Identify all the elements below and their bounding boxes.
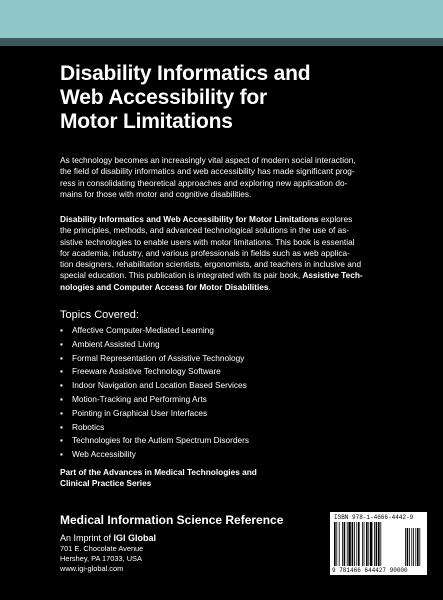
imprint-line	[60, 532, 283, 544]
description-text: .	[268, 281, 271, 292]
topic-label: Motion-Tracking and Performing Arts	[72, 393, 207, 404]
topic-item	[60, 352, 360, 366]
bullet-icon: ▪	[60, 338, 63, 349]
isbn-label: ISBN 978-1-4666-4442-9	[334, 514, 414, 521]
bullet-icon: ▪	[60, 407, 63, 418]
intro-line: mains for those with motor and cognitive disabilities.	[60, 188, 252, 199]
imprint-prefix: An Imprint of	[60, 533, 114, 543]
description-line	[60, 270, 412, 281]
address-line: Hershey, PA 17033, USA	[60, 554, 142, 563]
topic-item	[60, 393, 360, 407]
book-title-inline: Disability Informatics and Web Accessibility for Motor Limitations	[60, 214, 319, 224]
bullet-icon: ▪	[60, 393, 63, 404]
description-paragraph	[60, 214, 412, 293]
description-line	[60, 282, 412, 293]
bullet-icon: ▪	[60, 380, 63, 391]
pair-book-title: nologies and Computer Access for Motor Disabilities	[60, 281, 269, 292]
bullet-icon: ▪	[60, 366, 63, 377]
ean-number: 9 781466 644427	[332, 567, 387, 574]
topic-item	[60, 448, 360, 462]
barcode-number	[332, 567, 408, 574]
topic-item	[60, 379, 360, 393]
address-line: 701 E. Chocolate Avenue	[60, 544, 144, 553]
pair-book-title: Assistive Tech-	[302, 270, 363, 281]
topic-label: Freeware Assistive Technology Software	[72, 366, 221, 377]
title-line-3: Motor Limitations	[60, 110, 233, 133]
topic-item	[60, 421, 360, 435]
bullet-icon: ▪	[60, 449, 63, 460]
description-line: for academia, industry, and various professionals in fields such as web applica-	[60, 247, 350, 258]
series-line: Part of the Advances in Medical Technologies and	[60, 467, 257, 477]
intro-line: As technology becomes an increasingly vital aspect of modern social interaction,	[60, 155, 356, 165]
top-color-band	[0, 0, 443, 38]
description-line: sistive technologies to enable users with motor limitations. This book is essential	[60, 236, 355, 247]
bullet-icon: ▪	[60, 435, 63, 446]
topic-label: Affective Computer-Mediated Learning	[72, 325, 214, 335]
bullet-icon: ▪	[60, 421, 63, 432]
description-line: the principles, methods, and advanced technological solutions in the use of as-	[60, 225, 350, 236]
publisher-imprint	[60, 513, 283, 574]
topic-label: Formal Representation of Assistive Technology	[72, 352, 245, 363]
barcode-bars-icon	[333, 522, 424, 568]
addon-number: 90000	[389, 567, 408, 574]
topic-item	[60, 365, 360, 379]
intro-line: the field of disability informatics and web accessibility has made significant prog-	[60, 166, 355, 177]
topics-heading: Topics Covered:	[60, 309, 139, 321]
isbn-barcode	[330, 512, 427, 575]
topic-label: Technologies for the Autism Spectrum Disorders	[72, 435, 250, 446]
topic-label: Indoor Navigation and Location Based Services	[72, 380, 247, 391]
title-line-2: Web Accessibility for	[60, 86, 268, 109]
bullet-icon: ▪	[60, 352, 63, 363]
topic-item	[60, 324, 360, 338]
intro-line: ress in consolidating theoretical approaches and exploring new application do-	[60, 177, 348, 188]
topic-item	[60, 338, 360, 352]
imprint-reference: Medical Information Science Reference	[60, 513, 284, 527]
topic-item	[60, 434, 360, 448]
bullet-icon: ▪	[60, 325, 63, 335]
intro-paragraph	[60, 155, 412, 200]
description-text: special education. This publication is integrated with its pair book,	[60, 270, 303, 281]
description-text: explores	[318, 214, 353, 224]
topic-label: Web Accessibility	[72, 449, 136, 460]
topic-label: Ambient Assisted Living	[72, 338, 160, 349]
title-line-1: Disability Informatics and	[60, 62, 311, 85]
book-title	[60, 62, 420, 134]
description-line: tion designers, rehabilitation scientists, ergonomists, and teachers in inclusive and	[60, 259, 362, 270]
description-line	[60, 214, 412, 225]
publisher-website: www.igi-global.com	[60, 564, 124, 573]
topic-label: Robotics	[72, 421, 105, 432]
topic-label: Pointing in Graphical User Interfaces	[72, 407, 208, 418]
series-line: Clinical Practice Series	[60, 478, 152, 489]
series-note	[60, 467, 257, 490]
top-dark-band	[0, 38, 443, 46]
publisher-name: IGI Global	[113, 533, 157, 543]
topics-list	[60, 324, 360, 462]
topic-item	[60, 407, 360, 421]
